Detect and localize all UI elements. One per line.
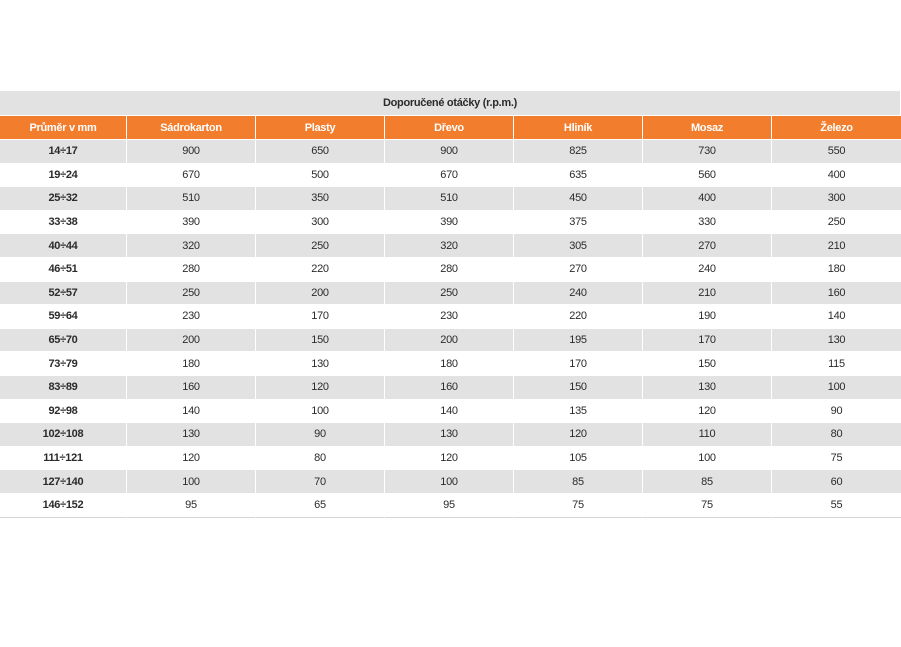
rpm-cell: 160 [772,282,901,306]
rpm-cell: 210 [772,234,901,258]
rpm-cell: 150 [514,376,643,400]
rpm-cell: 320 [385,234,514,258]
header-plastics: Plasty [256,116,385,140]
diameter-cell: 127÷140 [0,470,127,494]
rpm-cell: 450 [514,187,643,211]
rpm-cell: 220 [256,258,385,282]
rpm-cell: 250 [256,234,385,258]
rpm-cell: 90 [772,400,901,424]
rpm-cell: 120 [127,447,256,471]
diameter-cell: 65÷70 [0,329,127,353]
rpm-cell: 120 [385,447,514,471]
rpm-cell: 375 [514,211,643,235]
diameter-cell: 25÷32 [0,187,127,211]
rpm-table [0,116,901,518]
diameter-cell: 14÷17 [0,140,127,164]
rpm-cell: 220 [514,305,643,329]
diameter-cell: 92÷98 [0,400,127,424]
rpm-cell: 150 [643,352,772,376]
diameter-cell: 102÷108 [0,423,127,447]
rpm-cell: 200 [127,329,256,353]
rpm-cell: 120 [514,423,643,447]
diameter-cell: 46÷51 [0,258,127,282]
rpm-cell: 95 [385,494,514,518]
rpm-cell: 300 [256,211,385,235]
rpm-cell: 200 [256,282,385,306]
table-row [0,234,901,258]
table-row [0,305,901,329]
rpm-cell: 730 [643,140,772,164]
rpm-cell: 510 [127,187,256,211]
table-row [0,423,901,447]
rpm-cell: 320 [127,234,256,258]
table-row [0,376,901,400]
rpm-cell: 270 [514,258,643,282]
rpm-cell: 190 [643,305,772,329]
table-title: Doporučené otáčky (r.p.m.) [0,91,900,116]
rpm-cell: 200 [385,329,514,353]
rpm-cell: 500 [256,164,385,188]
rpm-cell: 105 [514,447,643,471]
rpm-cell: 75 [772,447,901,471]
rpm-cell: 130 [385,423,514,447]
rpm-cell: 510 [385,187,514,211]
rpm-cell: 60 [772,470,901,494]
rpm-cell: 250 [127,282,256,306]
rpm-cell: 120 [256,376,385,400]
table-row [0,400,901,424]
header-iron: Železo [772,116,901,140]
rpm-cell: 55 [772,494,901,518]
rpm-cell: 150 [256,329,385,353]
table-row [0,187,901,211]
rpm-cell: 80 [256,447,385,471]
header-row [0,116,901,140]
rpm-cell: 390 [127,211,256,235]
rpm-cell: 115 [772,352,901,376]
diameter-cell: 33÷38 [0,211,127,235]
rpm-cell: 135 [514,400,643,424]
rpm-cell: 160 [385,376,514,400]
rpm-cell: 300 [772,187,901,211]
rpm-cell: 550 [772,140,901,164]
rpm-cell: 100 [127,470,256,494]
rpm-cell: 75 [514,494,643,518]
rpm-cell: 70 [256,470,385,494]
rpm-cell: 210 [643,282,772,306]
rpm-cell: 140 [127,400,256,424]
rpm-cell: 400 [643,187,772,211]
rpm-cell: 240 [643,258,772,282]
rpm-cell: 250 [772,211,901,235]
rpm-cell: 230 [127,305,256,329]
table-body [0,140,901,518]
table-row [0,494,901,518]
rpm-cell: 80 [772,423,901,447]
rpm-cell: 170 [514,352,643,376]
diameter-cell: 111÷121 [0,447,127,471]
rpm-cell: 305 [514,234,643,258]
header-brass: Mosaz [643,116,772,140]
diameter-cell: 52÷57 [0,282,127,306]
rpm-cell: 100 [772,376,901,400]
rpm-cell: 400 [772,164,901,188]
rpm-cell: 130 [772,329,901,353]
table-row [0,211,901,235]
header-aluminium: Hliník [514,116,643,140]
rpm-cell: 160 [127,376,256,400]
rpm-cell: 180 [772,258,901,282]
rpm-cell: 180 [385,352,514,376]
rpm-cell: 900 [385,140,514,164]
table-row [0,329,901,353]
table-row [0,282,901,306]
rpm-cell: 100 [256,400,385,424]
rpm-cell: 825 [514,140,643,164]
header-diameter: Průměr v mm [0,116,127,140]
rpm-table-container [0,91,900,518]
diameter-cell: 73÷79 [0,352,127,376]
rpm-cell: 170 [256,305,385,329]
rpm-cell: 650 [256,140,385,164]
rpm-cell: 130 [127,423,256,447]
rpm-cell: 250 [385,282,514,306]
rpm-cell: 140 [385,400,514,424]
diameter-cell: 83÷89 [0,376,127,400]
rpm-cell: 130 [643,376,772,400]
table-row [0,352,901,376]
rpm-cell: 280 [385,258,514,282]
rpm-cell: 560 [643,164,772,188]
rpm-cell: 65 [256,494,385,518]
table-row [0,258,901,282]
header-wood: Dřevo [385,116,514,140]
rpm-cell: 170 [643,329,772,353]
table-header [0,116,901,140]
rpm-cell: 130 [256,352,385,376]
rpm-cell: 100 [643,447,772,471]
table-row [0,140,901,164]
rpm-cell: 180 [127,352,256,376]
rpm-cell: 95 [127,494,256,518]
rpm-cell: 635 [514,164,643,188]
diameter-cell: 59÷64 [0,305,127,329]
table-row [0,470,901,494]
rpm-cell: 270 [643,234,772,258]
rpm-cell: 85 [643,470,772,494]
rpm-cell: 670 [127,164,256,188]
rpm-cell: 140 [772,305,901,329]
rpm-cell: 240 [514,282,643,306]
rpm-cell: 230 [385,305,514,329]
header-plasterboard: Sádrokarton [127,116,256,140]
table-row [0,447,901,471]
rpm-cell: 85 [514,470,643,494]
diameter-cell: 19÷24 [0,164,127,188]
diameter-cell: 146÷152 [0,494,127,518]
rpm-cell: 195 [514,329,643,353]
rpm-cell: 390 [385,211,514,235]
rpm-cell: 280 [127,258,256,282]
table-row [0,164,901,188]
rpm-cell: 90 [256,423,385,447]
rpm-cell: 110 [643,423,772,447]
rpm-cell: 350 [256,187,385,211]
rpm-cell: 120 [643,400,772,424]
rpm-cell: 75 [643,494,772,518]
rpm-cell: 670 [385,164,514,188]
rpm-cell: 100 [385,470,514,494]
diameter-cell: 40÷44 [0,234,127,258]
rpm-cell: 900 [127,140,256,164]
rpm-cell: 330 [643,211,772,235]
